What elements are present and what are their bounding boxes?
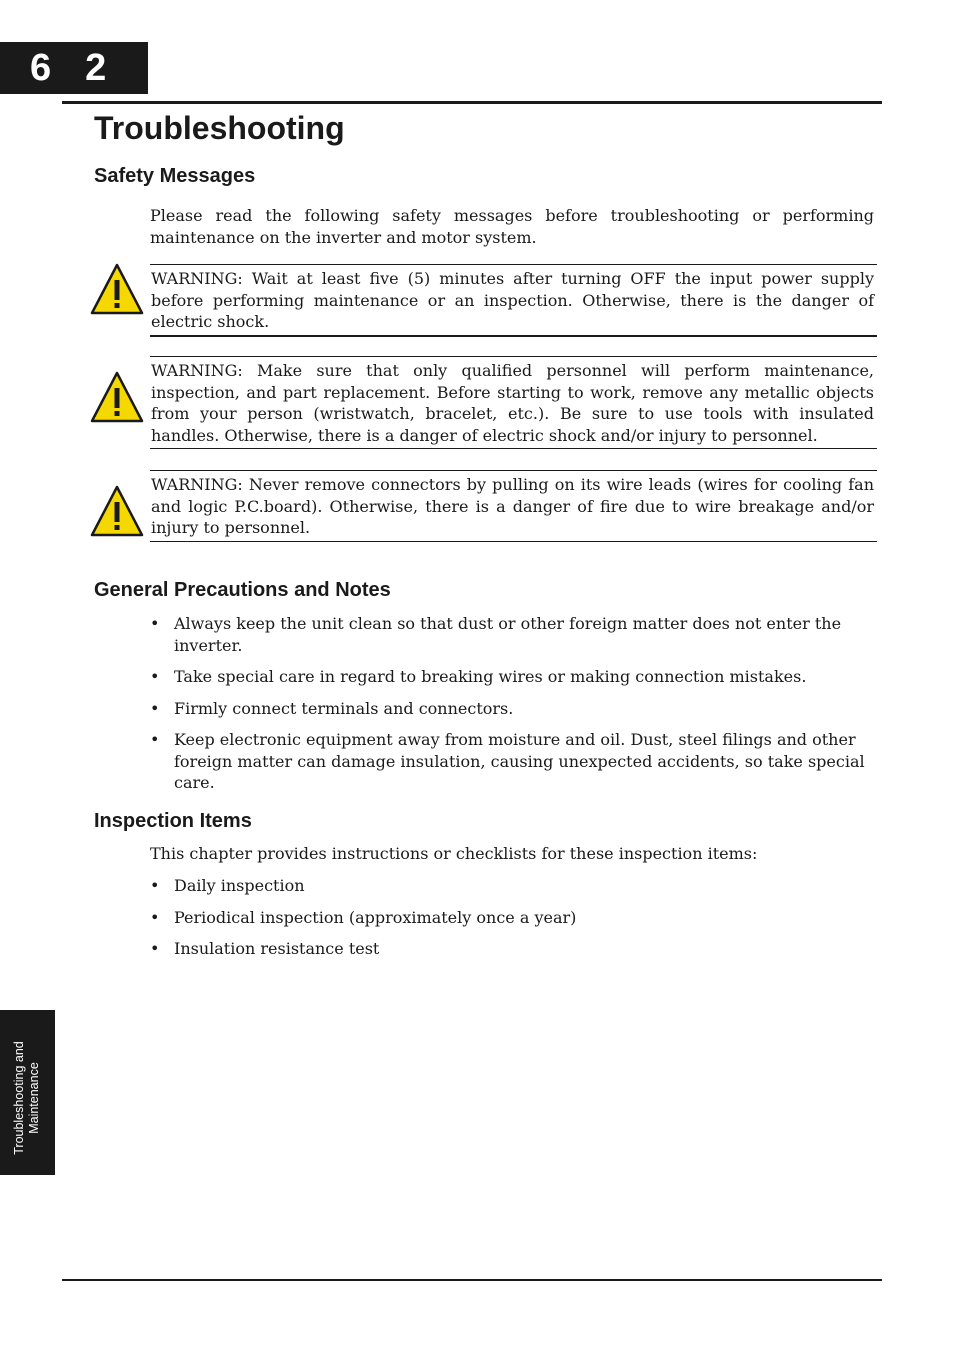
warning-triangle-icon xyxy=(90,371,144,423)
warning-box-2 xyxy=(150,356,877,449)
inspection-list xyxy=(150,875,874,970)
footer-rule xyxy=(62,1279,882,1281)
inspection-intro: This chapter provides instructions or checklists for these inspection items: xyxy=(150,844,758,863)
warning-triangle-icon xyxy=(90,263,144,315)
chapter-side-tab xyxy=(0,1010,55,1175)
warning-text: Make sure that only qualified personnel will perform maintenance, inspection, and part replacement. Before starting to work, remove any metallic objects from your person (wristwatch, bracelet, etc.). Be sure to use tools with insulated handles. Otherwise, there is a danger of electric shock and/or injury to personnel. xyxy=(151,361,874,445)
precautions-list xyxy=(150,613,874,804)
general-precautions-heading: General Precautions and Notes xyxy=(94,579,391,601)
safety-intro: Please read the following safety messages before troubleshooting or performing maintenance on the inverter and motor system. xyxy=(150,206,874,247)
list-item: • Periodical inspection (approximately once a year) xyxy=(150,907,874,929)
page-title: Troubleshooting xyxy=(94,110,345,146)
list-item: • Always keep the unit clean so that dust or other foreign matter does not enter the inverter. xyxy=(150,613,874,656)
inspection-items-heading: Inspection Items xyxy=(94,810,252,832)
warning-label: WARNING: xyxy=(151,361,243,380)
warning-label: WARNING: xyxy=(151,475,243,494)
warning-box-1 xyxy=(150,264,877,337)
warning-triangle-icon xyxy=(90,485,144,537)
page-number: 2 xyxy=(85,46,107,89)
header-rule xyxy=(62,101,882,104)
chapter-number: 6 xyxy=(30,46,52,89)
side-tab-label xyxy=(12,1041,42,1155)
warning-text: Never remove connectors by pulling on its wire leads (wires for cooling fan and logic P.C.board). Otherwise, there is a danger of fire due to wire breakage and/or injury to personnel. xyxy=(151,475,874,537)
list-item: • Daily inspection xyxy=(150,875,874,897)
page-number-tab xyxy=(0,42,148,94)
safety-messages-heading: Safety Messages xyxy=(94,165,256,187)
list-item: • Firmly connect terminals and connectors. xyxy=(150,698,874,720)
list-item: • Insulation resistance test xyxy=(150,938,874,960)
list-item: • Keep electronic equipment away from moisture and oil. Dust, steel filings and other foreign matter can damage insulation, causing unexpected accidents, so take special care. xyxy=(150,729,874,794)
warning-label: WARNING: xyxy=(151,269,243,288)
side-tab-line-1: Troubleshooting and xyxy=(12,1041,26,1155)
warning-box-3 xyxy=(150,470,877,542)
list-item: • Take special care in regard to breaking wires or making connection mistakes. xyxy=(150,666,874,688)
side-tab-line-2: Maintenance xyxy=(27,1062,41,1134)
warning-text: Wait at least five (5) minutes after turning OFF the input power supply before performing maintenance or an inspection. Otherwise, there is the danger of electric shock. xyxy=(151,269,874,331)
